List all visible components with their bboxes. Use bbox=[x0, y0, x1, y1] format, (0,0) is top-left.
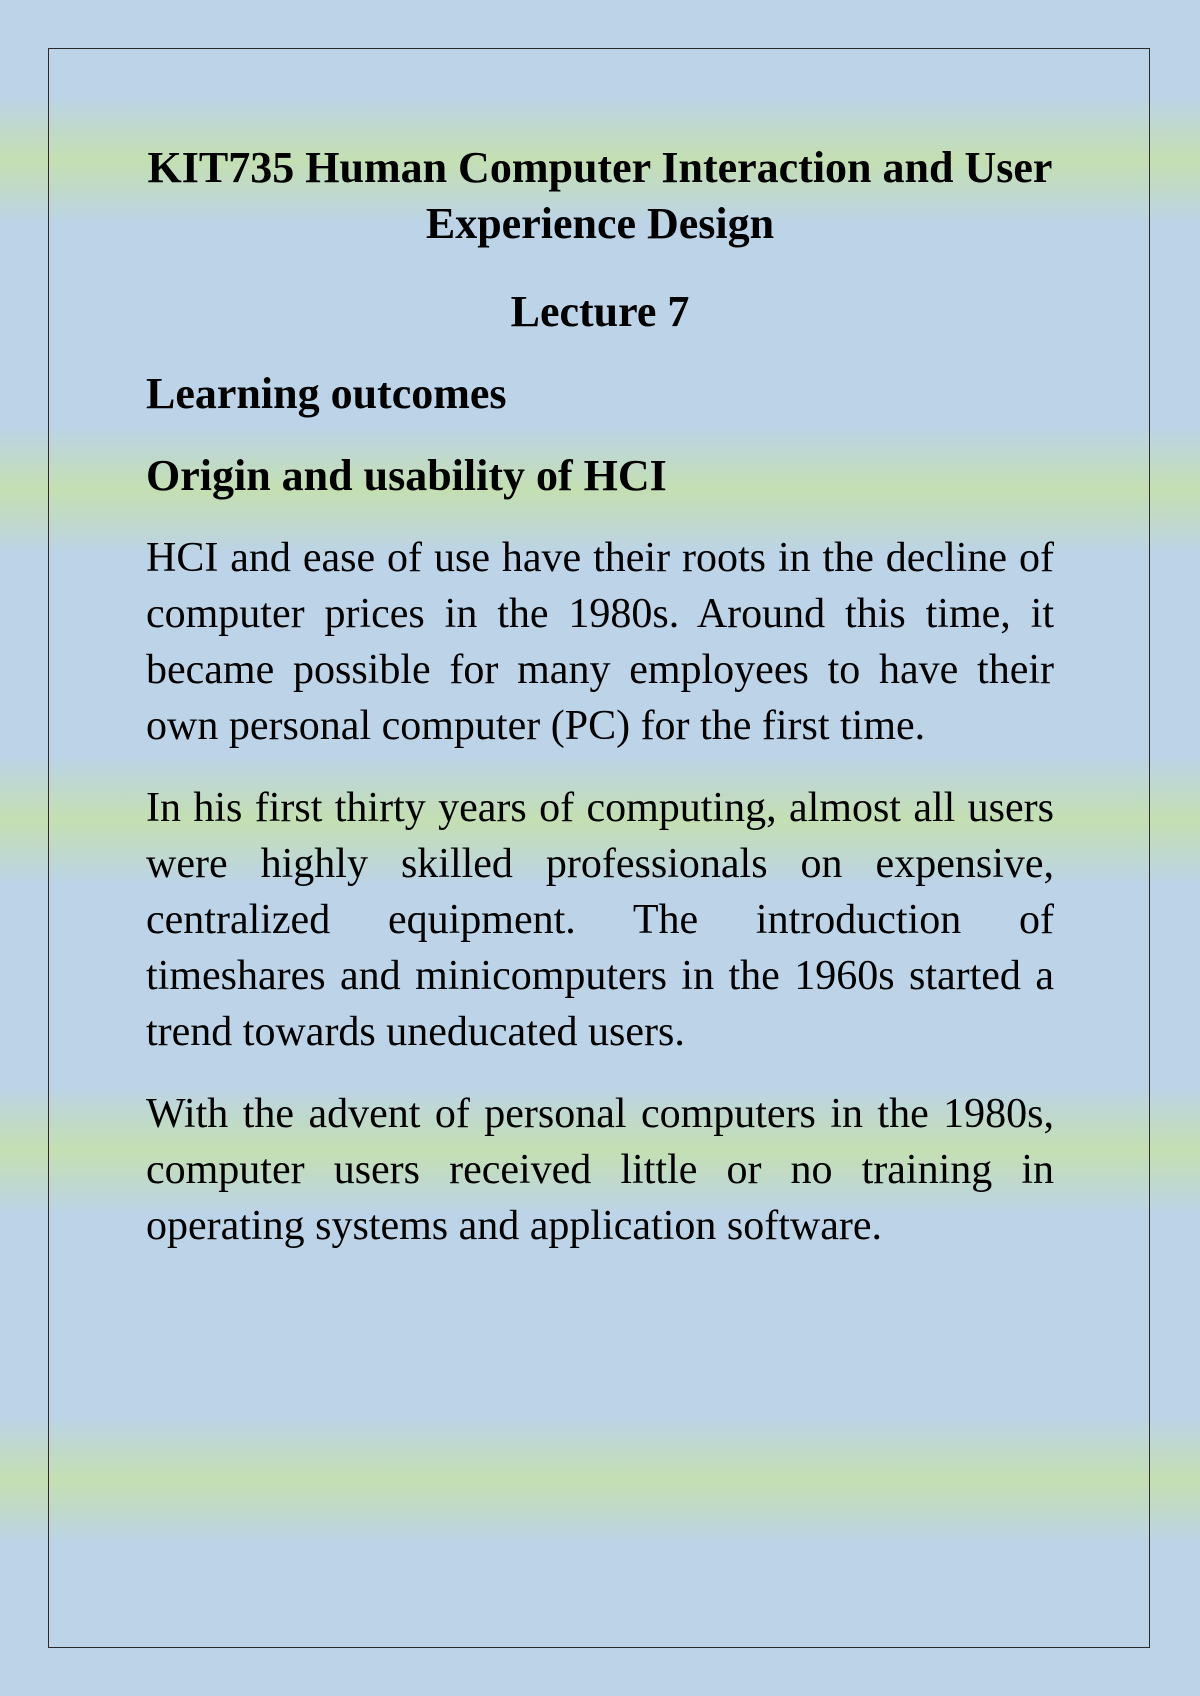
paragraph-3: With the advent of personal computers in the 1980s, computer users received little or no training in operating systems and application software. bbox=[146, 1091, 1054, 1249]
document-content bbox=[146, 140, 1054, 1280]
heading-origin-usability: Origin and usability of HCI bbox=[146, 451, 667, 500]
paragraph-1: HCI and ease of use have their roots in the decline of computer prices in the 1980s. Around this time, it became possible for many employees to have their own personal computer (PC) for the first time. bbox=[146, 535, 1054, 749]
lecture-number: Lecture 7 bbox=[510, 287, 690, 336]
document-title: KIT735 Human Computer Interaction and User Experience Design bbox=[147, 143, 1053, 248]
paragraph-2: In his first thirty years of computing, almost all users were highly skilled professionals on expensive, centralized equipment. The introduction of timeshares and minicomputers in the 1960s started a trend towards uneducated users. bbox=[146, 785, 1054, 1055]
heading-learning-outcomes: Learning outcomes bbox=[146, 369, 507, 418]
